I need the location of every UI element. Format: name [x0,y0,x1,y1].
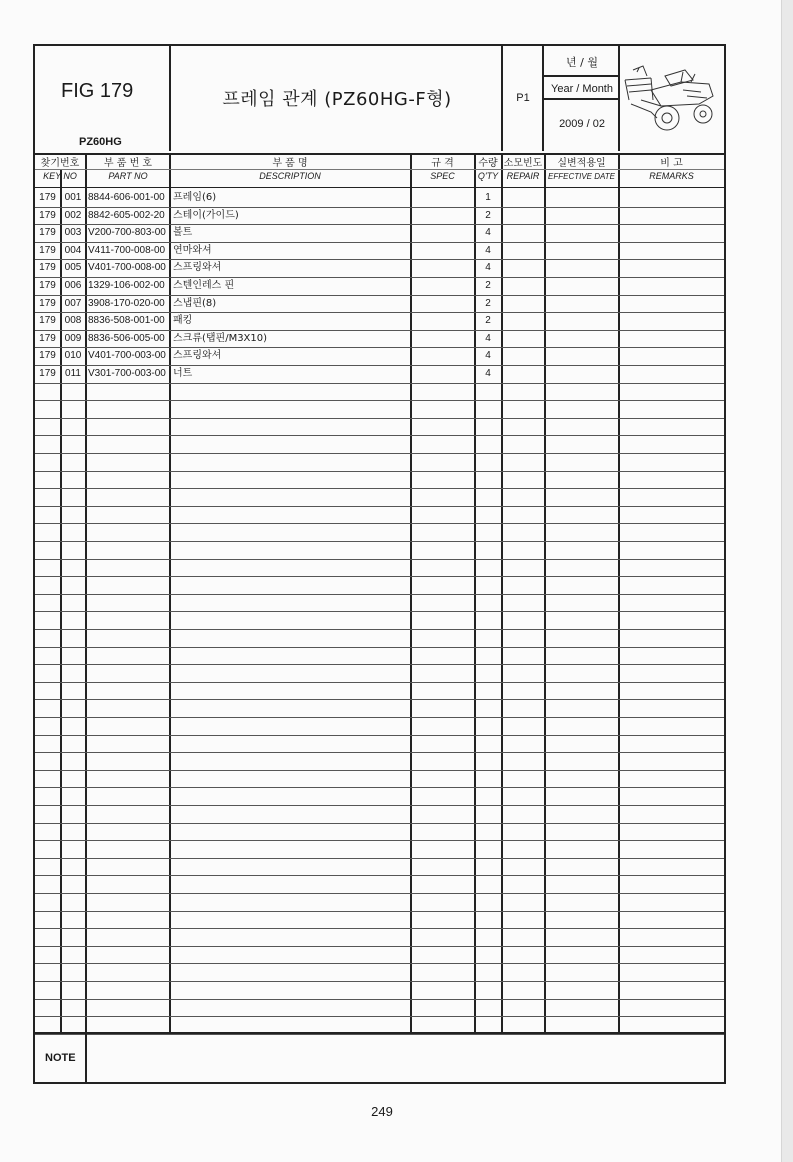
col-key-ko: 찾기번호 [40,158,80,169]
qty-cell: 2 [485,280,491,291]
page-edge [781,0,793,1162]
table-row [35,418,724,437]
table-row [35,717,724,736]
description-cell: 스프링와셔 [173,350,222,362]
col-key-en: KEY NO [43,171,77,181]
qty-cell: 4 [485,350,491,362]
year-month-label-en: Year / Month [551,83,613,95]
qty-cell: 4 [485,244,491,256]
year-month-label-ko: 년 / 월 [566,56,598,69]
part-no-cell: 1329-106-002-00 [88,280,165,291]
qty-cell: 2 [485,297,491,309]
fig-cell: 179 [39,262,56,274]
table-row [35,365,724,384]
table-row [35,400,724,419]
col-repair-ko: 소모빈도 [503,158,543,169]
col-date-en: EFFECTIVE DATE [548,172,615,181]
qty-cell: 4 [485,262,491,274]
col-spec-en: SPEC [430,171,455,181]
fig-cell: 179 [39,227,56,239]
table-row [35,664,724,683]
table-row [35,594,724,613]
figure-number: FIG 179 [61,80,134,102]
table-row [35,277,724,296]
fig-cell: 179 [39,192,56,203]
fig-cell: 179 [39,209,56,221]
column-header [35,153,724,188]
fig-cell: 179 [39,368,56,379]
table-row [35,523,724,542]
description-cell: 스프링와셔 [173,262,222,274]
description-cell: 연마와셔 [173,244,212,256]
rice-transplanter-illustration [621,60,721,140]
table-row [35,735,724,754]
part-no-cell: 8836-506-005-00 [88,332,165,344]
key-cell: 011 [65,368,81,379]
col-qty-en: Q'TY [477,171,499,181]
table-row [35,347,724,366]
part-no-cell: 8836-508-001-00 [88,315,165,327]
description-cell: 패킹 [173,315,193,327]
table-row [35,875,724,894]
key-cell: 010 [64,350,82,362]
table-row [35,946,724,965]
key-cell: 006 [64,280,82,291]
table-row [35,629,724,648]
fig-cell: 179 [39,350,56,362]
year-month-value: 2009 / 02 [559,118,605,130]
table-row [35,911,724,930]
qty-cell: 1 [485,192,491,203]
table-row [35,435,724,454]
part-no-cell: V200-700-803-00 [88,227,166,239]
fig-cell: 179 [39,315,56,327]
fig-cell: 179 [39,244,56,256]
table-row [35,805,724,824]
model-name: PZ60HG [79,136,122,148]
qty-cell: 2 [485,209,491,221]
col-remarks-en: REMARKS [649,171,694,181]
part-no-cell: V401-700-008-00 [88,262,166,274]
fig-cell: 179 [39,280,56,291]
table-row [35,242,724,261]
note-label: NOTE [45,1052,76,1064]
sheet-page: P1 [516,92,530,104]
table-row [35,259,724,278]
key-cell: 005 [64,262,82,274]
note-section [35,1032,724,1084]
qty-cell: 2 [485,315,491,327]
table-row [35,699,724,718]
part-no-cell: V301-700-003-00 [88,368,166,379]
table-row [35,999,724,1018]
part-no-cell: V411-700-008-00 [88,244,166,256]
col-spec-ko: 규 격 [431,158,454,169]
col-qty-ko: 수량 [478,158,498,169]
col-part-ko: 부 품 번 호 [103,158,153,169]
table-row [35,682,724,701]
table-row [35,383,724,402]
sheet-header [35,46,724,155]
table-row [35,858,724,877]
table-row [35,207,724,226]
description-cell: 볼트 [173,227,193,239]
description-cell: 스냅핀(8) [173,297,217,309]
col-desc-en: DESCRIPTION [259,171,321,181]
qty-cell: 4 [485,227,491,239]
key-cell: 008 [64,315,82,327]
part-no-cell: 3908-170-020-00 [88,297,165,309]
description-cell: 스크류(탭핀/M3X10) [173,332,268,344]
description-cell: 프레임(6) [173,192,217,203]
key-cell: 009 [64,332,82,344]
table-row [35,752,724,771]
table-row [35,541,724,560]
table-row [35,647,724,666]
fig-cell: 179 [39,332,56,344]
table-row [35,928,724,947]
table-row [35,840,724,859]
table-row [35,189,724,208]
part-no-cell: 8844-606-001-00 [88,192,165,203]
col-desc-ko: 부 품 명 [272,158,308,169]
table-row [35,295,724,314]
key-cell: 001 [64,192,82,203]
key-cell: 004 [64,244,82,256]
table-row [35,559,724,578]
key-cell: 002 [64,209,82,221]
qty-cell: 4 [485,368,491,379]
table-row [35,471,724,490]
fig-cell: 179 [39,297,56,309]
table-row [35,330,724,349]
col-date-ko: 실변적용일 [557,158,606,169]
table-row [35,453,724,472]
table-row [35,770,724,789]
col-part-en: PART NO [108,171,148,181]
qty-cell: 4 [485,332,491,344]
description-cell: 너트 [173,368,193,379]
part-no-cell: 8842-605-002-20 [88,209,165,221]
description-cell: 스텐인레스 핀 [173,280,235,291]
key-cell: 003 [64,227,82,239]
description-cell: 스테이(가이드) [173,209,239,221]
page-number: 249 [371,1104,393,1119]
key-cell: 007 [64,297,82,309]
table-row [35,893,724,912]
col-remarks-ko: 비 고 [660,158,683,169]
col-repair-en: REPAIR [506,171,540,181]
part-no-cell: V401-700-003-00 [88,350,166,362]
table-row [35,576,724,595]
table-row [35,963,724,982]
parts-sheet [33,44,726,1084]
table-row [35,611,724,630]
page-title: 프레임 관계 (PZ60HG-F형) [222,89,452,110]
table-row [35,981,724,1000]
table-row [35,488,724,507]
table-row [35,823,724,842]
table-row [35,787,724,806]
table-row [35,312,724,331]
table-row [35,506,724,525]
table-row [35,224,724,243]
